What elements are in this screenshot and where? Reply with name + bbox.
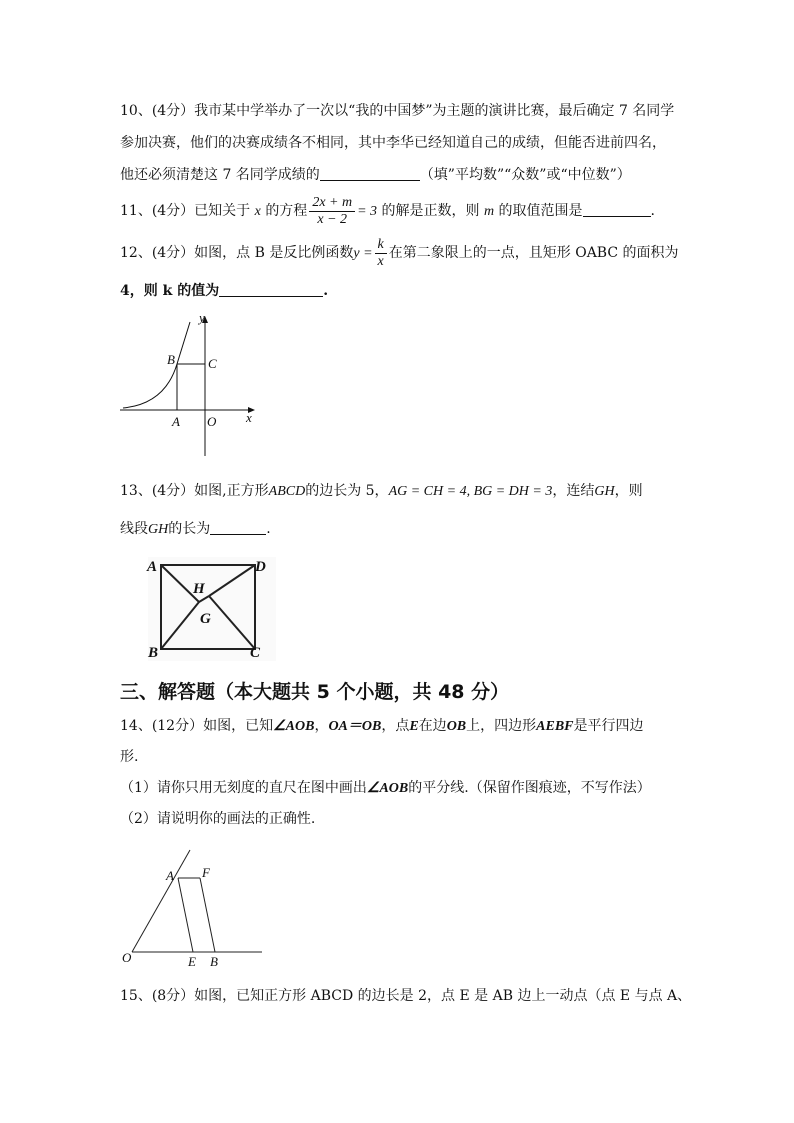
q13-abcd: ABCD — [268, 484, 306, 499]
q14-sub1-post: 的平分线.（保留作图痕迹，不写作法） — [408, 780, 651, 796]
q11-mid: 的方程 — [265, 203, 308, 219]
q14-line2: 形. — [120, 749, 139, 765]
q12-post: 在第二象限上的一点，且矩形 OABC 的面积为 — [388, 245, 679, 261]
q12-line1 — [120, 236, 679, 271]
q11-numerator: 2x + m — [309, 195, 355, 212]
q14-sub1-pre: （1）请你只用无刻度的直尺在图中画出 — [120, 780, 367, 796]
q15-line1: 15、(8分）如图，已知正方形 ABCD 的边长是 2，点 E 是 AB 边上一动点（点 E 与点 A、 — [120, 988, 692, 1004]
q11-var-x: x — [254, 204, 261, 219]
q13-line2-post: 的长为 — [168, 521, 211, 537]
q13-end: . — [266, 521, 271, 537]
label-b: B — [210, 954, 218, 969]
q13-post: ，连结 — [552, 483, 595, 499]
q14-angle: ∠AOB — [273, 719, 315, 734]
label-o: O — [207, 414, 217, 429]
q12-numerator: k — [375, 237, 387, 254]
q13-condition: AG = CH = 4, BG = DH = 3 — [388, 484, 553, 499]
q10-line3 — [120, 165, 631, 185]
segment-ch — [209, 596, 255, 649]
ray-oa — [132, 850, 190, 952]
q14-figure — [118, 840, 268, 970]
label-d: D — [255, 559, 266, 575]
q13-answer-blank[interactable] — [210, 520, 266, 535]
label-g: G — [200, 611, 211, 627]
q14-e: E — [409, 719, 419, 734]
hyperbola-curve — [123, 322, 190, 408]
q13-post2: ，则 — [614, 483, 643, 499]
q14-line1-post: 是平行四边 — [573, 718, 644, 734]
q13-line2-gh: GH — [148, 522, 169, 537]
q14-aebf: AEBF — [536, 719, 574, 734]
q11-eq: = 3 — [357, 204, 378, 219]
q12-line2-pre: 4，则 k 的值为 — [120, 283, 220, 299]
q13-line1 — [120, 481, 643, 502]
q13-line2 — [120, 519, 271, 540]
q12-line2 — [120, 281, 328, 301]
q11-fraction — [309, 195, 355, 228]
q14-sub2: （2）请说明你的画法的正确性. — [120, 811, 316, 827]
label-e: E — [188, 954, 196, 969]
q14-line1-mid2: ，点 — [381, 718, 410, 734]
q11-pre: 11、(4分）已知关于 — [120, 203, 251, 219]
label-h: H — [193, 581, 205, 597]
label-c: C — [208, 356, 217, 371]
q14-sub1-angle: ∠AOB — [366, 781, 409, 796]
q14-line1-mid: ， — [314, 718, 329, 734]
segment-dh — [209, 565, 255, 596]
q10-answer-blank[interactable] — [320, 166, 420, 181]
q11-end: . — [650, 203, 655, 219]
q14-line1-mid4: 上，四边形 — [466, 718, 537, 734]
q13-figure — [145, 555, 275, 663]
q11-post2: 的取值范围是 — [498, 203, 583, 219]
q12-figure — [115, 308, 265, 458]
label-a: A — [166, 868, 174, 883]
q13-gh: GH — [594, 484, 615, 499]
q14-ob: OB — [446, 719, 467, 734]
q11-line — [120, 194, 655, 229]
segment-bg — [161, 602, 199, 649]
label-f: F — [202, 865, 210, 880]
q11-var-m: m — [483, 204, 495, 219]
q12-fraction — [375, 237, 387, 270]
q12-end: . — [323, 283, 329, 299]
label-x: x — [246, 410, 252, 425]
label-y: y — [199, 310, 205, 325]
label-b: B — [148, 645, 159, 661]
label-a: A — [147, 559, 158, 575]
label-b: B — [167, 352, 175, 367]
q12-y-eq: y = — [353, 246, 373, 261]
label-c: C — [250, 645, 261, 661]
q14-oa-ob: OA＝OB — [328, 719, 382, 734]
q10-line1: 10、(4分）我市某中学举办了一次以“我的中国梦”为主题的演讲比赛，最后确定 7 名同学 — [120, 103, 675, 119]
label-a: A — [172, 414, 180, 429]
q11-answer-blank[interactable] — [583, 202, 651, 217]
q12-denominator: x — [377, 253, 384, 269]
q13-mid: 的边长为 5， — [305, 483, 389, 499]
q13-line2-pre: 线段 — [120, 521, 148, 537]
q10-line3-pre: 他还必须清楚这 7 名同学成绩的 — [120, 167, 320, 183]
q14-line1-mid3: 在边 — [418, 718, 447, 734]
q10-line3-post: （填”平均数”“众数”或“中位数”） — [419, 167, 631, 183]
q14-line1 — [120, 716, 644, 737]
segment-ae — [178, 878, 193, 952]
q10-line2: 参加决赛，他们的决赛成绩各不相同，其中李华已经知道自己的成绩，但能否进前四名， — [120, 135, 666, 151]
q12-answer-blank[interactable] — [219, 282, 323, 297]
q14-line1-pre: 14、(12分）如图，已知 — [120, 718, 274, 734]
q14-sub1 — [120, 778, 651, 799]
segment-fb — [200, 878, 215, 952]
q12-pre: 12、(4分）如图，点 B 是反比例函数 — [120, 245, 354, 261]
q13-pre: 13、(4分）如图,正方形 — [120, 483, 269, 499]
q11-post1: 的解是正数，则 — [381, 203, 480, 219]
q11-denominator: x − 2 — [317, 211, 348, 227]
section-heading: 三、解答题（本大题共 5 个小题，共 48 分） — [120, 681, 510, 703]
label-o: O — [122, 950, 132, 965]
